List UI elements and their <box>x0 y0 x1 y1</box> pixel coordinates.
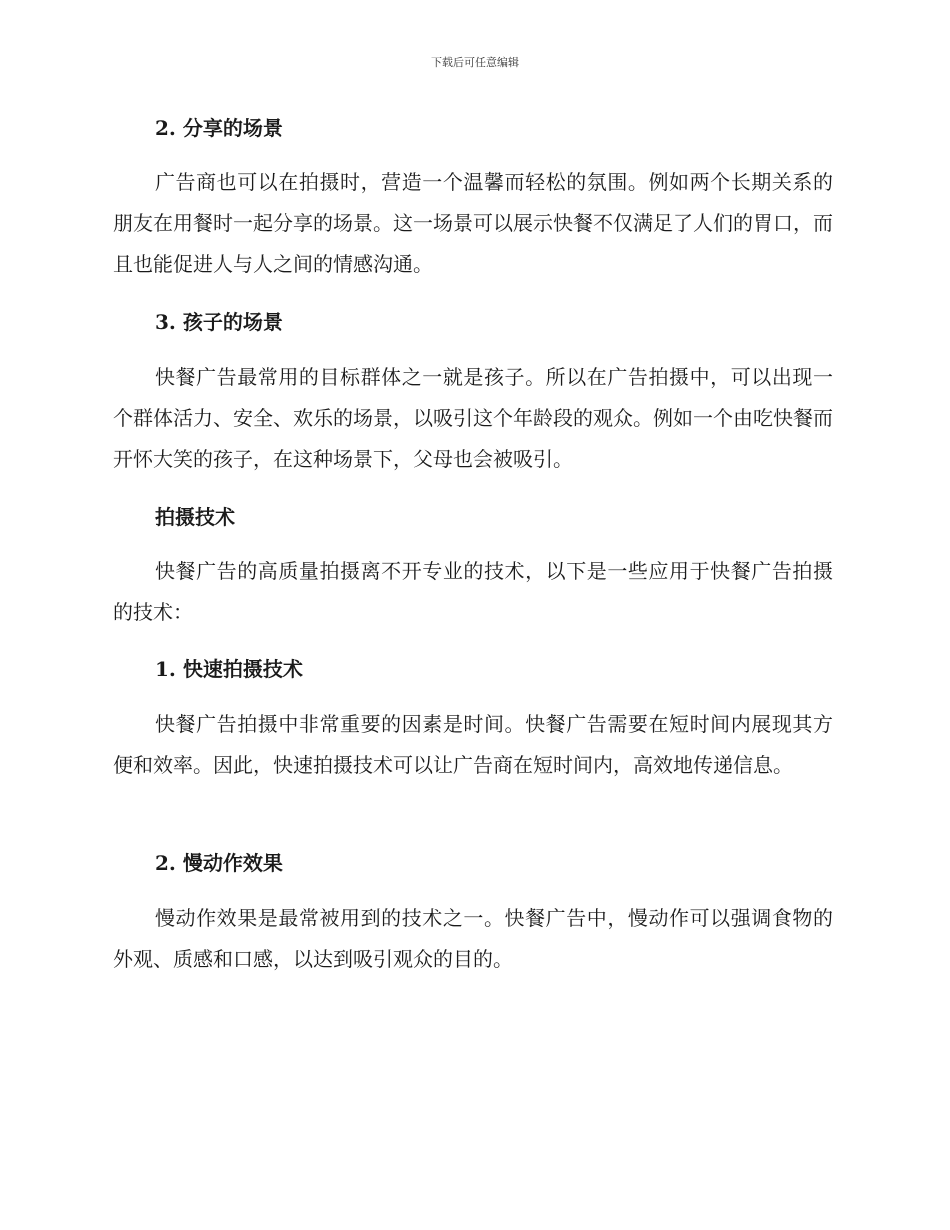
section-heading: 拍摄技术 <box>155 505 235 529</box>
section-heading-sharing <box>113 114 833 142</box>
section-heading: 2. 分享的场景 <box>155 116 283 140</box>
header-note: 下载后可任意编辑 <box>431 56 519 69</box>
section-heading: 3. 孩子的场景 <box>155 310 283 334</box>
body-paragraph: 快餐广告最常用的目标群体之一就是孩子。所以在广告拍摄中，可以出现一个群体活力、安全、欢乐的场景，以吸引这个年龄段的观众。例如一个由吃快餐而开怀大笑的孩子，在这种场景下，父母也会被吸引。 <box>113 365 833 471</box>
section-heading-slow-motion <box>113 849 833 877</box>
body-paragraph: 广告商也可以在拍摄时，营造一个温馨而轻松的氛围。例如两个长期关系的朋友在用餐时一起分享的场景。这一场景可以展示快餐不仅满足了人们的胃口，而且也能促进人与人之间的情感沟通。 <box>113 170 833 276</box>
section-heading-fast-shooting <box>113 655 833 683</box>
section-heading: 2. 慢动作效果 <box>155 851 283 875</box>
section-heading: 1. 快速拍摄技术 <box>155 657 303 681</box>
section-heading-children <box>113 308 833 336</box>
section-paragraph-techniques <box>113 551 833 633</box>
section-paragraph-children <box>113 357 833 480</box>
section-heading-techniques <box>113 503 833 531</box>
body-paragraph: 快餐广告拍摄中非常重要的因素是时间。快餐广告需要在短时间内展现其方便和效率。因此，快速拍摄技术可以让广告商在短时间内，高效地传递信息。 <box>113 712 833 777</box>
section-paragraph-fast-shooting <box>113 704 833 786</box>
section-paragraph-slow-motion <box>113 898 833 980</box>
section-paragraph-sharing <box>113 162 833 285</box>
body-paragraph: 慢动作效果是最常被用到的技术之一。快餐广告中，慢动作可以强调食物的外观、质感和口感，以达到吸引观众的目的。 <box>113 906 833 971</box>
body-paragraph: 快餐广告的高质量拍摄离不开专业的技术，以下是一些应用于快餐广告拍摄的技术： <box>113 559 833 624</box>
